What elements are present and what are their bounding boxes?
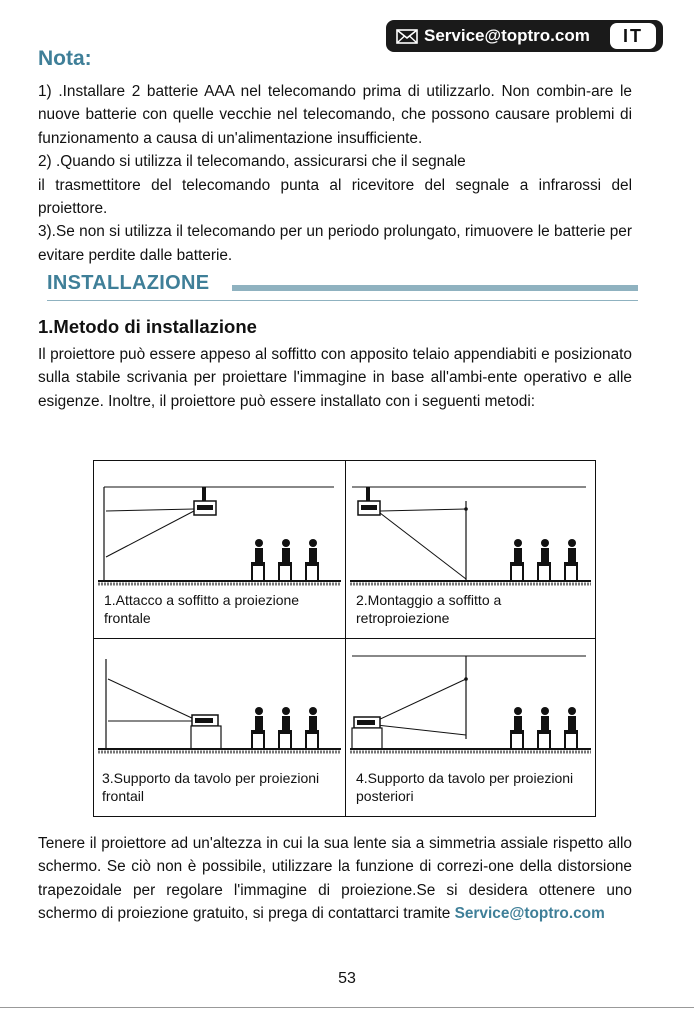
installation-methods-grid bbox=[93, 460, 596, 817]
method-3-line1: 3.Supporto da tavolo per proiezioni bbox=[102, 770, 320, 786]
closing-paragraph bbox=[38, 832, 632, 926]
installation-intro-text: Il proiettore può essere appeso al soffitto con apposito telaio appendiabiti e posizionato sulla stabile scrivania per proiettare l'immagine in base all'ambi-ente operativo e alle esigenze. Inoltre, il proiettore può essere installato con i seguenti metodi: bbox=[38, 346, 632, 410]
front-table-diagram bbox=[94, 639, 345, 764]
method-1-caption bbox=[104, 591, 339, 627]
nota-list bbox=[38, 80, 632, 267]
rear-table-diagram bbox=[346, 639, 595, 764]
section-title: INSTALLAZIONE bbox=[47, 272, 210, 294]
bottom-rule bbox=[0, 1007, 694, 1008]
method-cell-1 bbox=[94, 461, 345, 639]
nota-item-2a: 2) .Quando si utilizza il telecomando, assicurarsi che il segnale bbox=[38, 153, 466, 171]
service-email-link[interactable]: Service@toptro.com bbox=[454, 905, 605, 923]
closing-text bbox=[38, 832, 632, 926]
method-2-line2: retroproiezione bbox=[356, 610, 450, 626]
section-bar bbox=[232, 285, 638, 291]
method-cell-2 bbox=[346, 461, 597, 639]
method-4-caption bbox=[356, 769, 591, 805]
header-badge bbox=[386, 20, 663, 52]
nota-heading: Nota: bbox=[38, 47, 92, 70]
front-ceiling-diagram bbox=[94, 461, 345, 591]
method-2-line1: 2.Montaggio a soffitto a bbox=[356, 592, 502, 608]
method-4-line1: 4.Supporto da tavolo per proiezioni bbox=[356, 770, 574, 786]
service-email-header[interactable] bbox=[396, 20, 590, 52]
method-cell-3 bbox=[94, 639, 345, 817]
method-cell-4 bbox=[346, 639, 597, 817]
method-1-line1: 1.Attacco a soffitto a proiezione bbox=[104, 592, 300, 608]
nota-item-1: 1) .Installare 2 batterie AAA nel telecomando prima di utilizzarlo. Non combin-are le nuove batterie con quelle vecchie nel telecomando, che possono causare problemi di funzionamento a causa di un'alimentazione insufficiente. bbox=[38, 83, 632, 147]
method-1-line2: frontale bbox=[104, 610, 151, 626]
method-3-caption bbox=[102, 769, 337, 805]
header-email-text: Service@toptro.com bbox=[424, 26, 590, 45]
page-number: 53 bbox=[338, 970, 356, 987]
closing-body: Tenere il proiettore ad un'altezza in cui la sua lente sia a simmetria assiale rispetto allo schermo. Se ciò non è possibile, utilizzare la funzione di correzi-one della distorsione trapezoidale per regolare l'immagine di proiezione.Se si desidera ottenere uno schermo di proiezione gratuito, si prega di contattarci tramite bbox=[38, 835, 632, 923]
subsection-title: 1.Metodo di installazione bbox=[38, 316, 257, 337]
installation-intro bbox=[38, 343, 632, 413]
nota-item-2b: il trasmettitore del telecomando punta al ricevitore del segnale a infrarossi del proiettore. bbox=[38, 176, 632, 218]
envelope-icon bbox=[396, 29, 418, 44]
section-divider bbox=[47, 300, 638, 301]
language-badge: IT bbox=[610, 23, 656, 49]
rear-ceiling-diagram bbox=[346, 461, 595, 591]
method-2-caption bbox=[356, 591, 591, 627]
method-4-line2: posteriori bbox=[356, 788, 414, 804]
method-3-line2: frontail bbox=[102, 788, 145, 804]
nota-item-3: 3).Se non si utilizza il telecomando per un periodo prolungato, rimuovere le batterie per evitare perdite dalle batterie. bbox=[38, 223, 632, 264]
